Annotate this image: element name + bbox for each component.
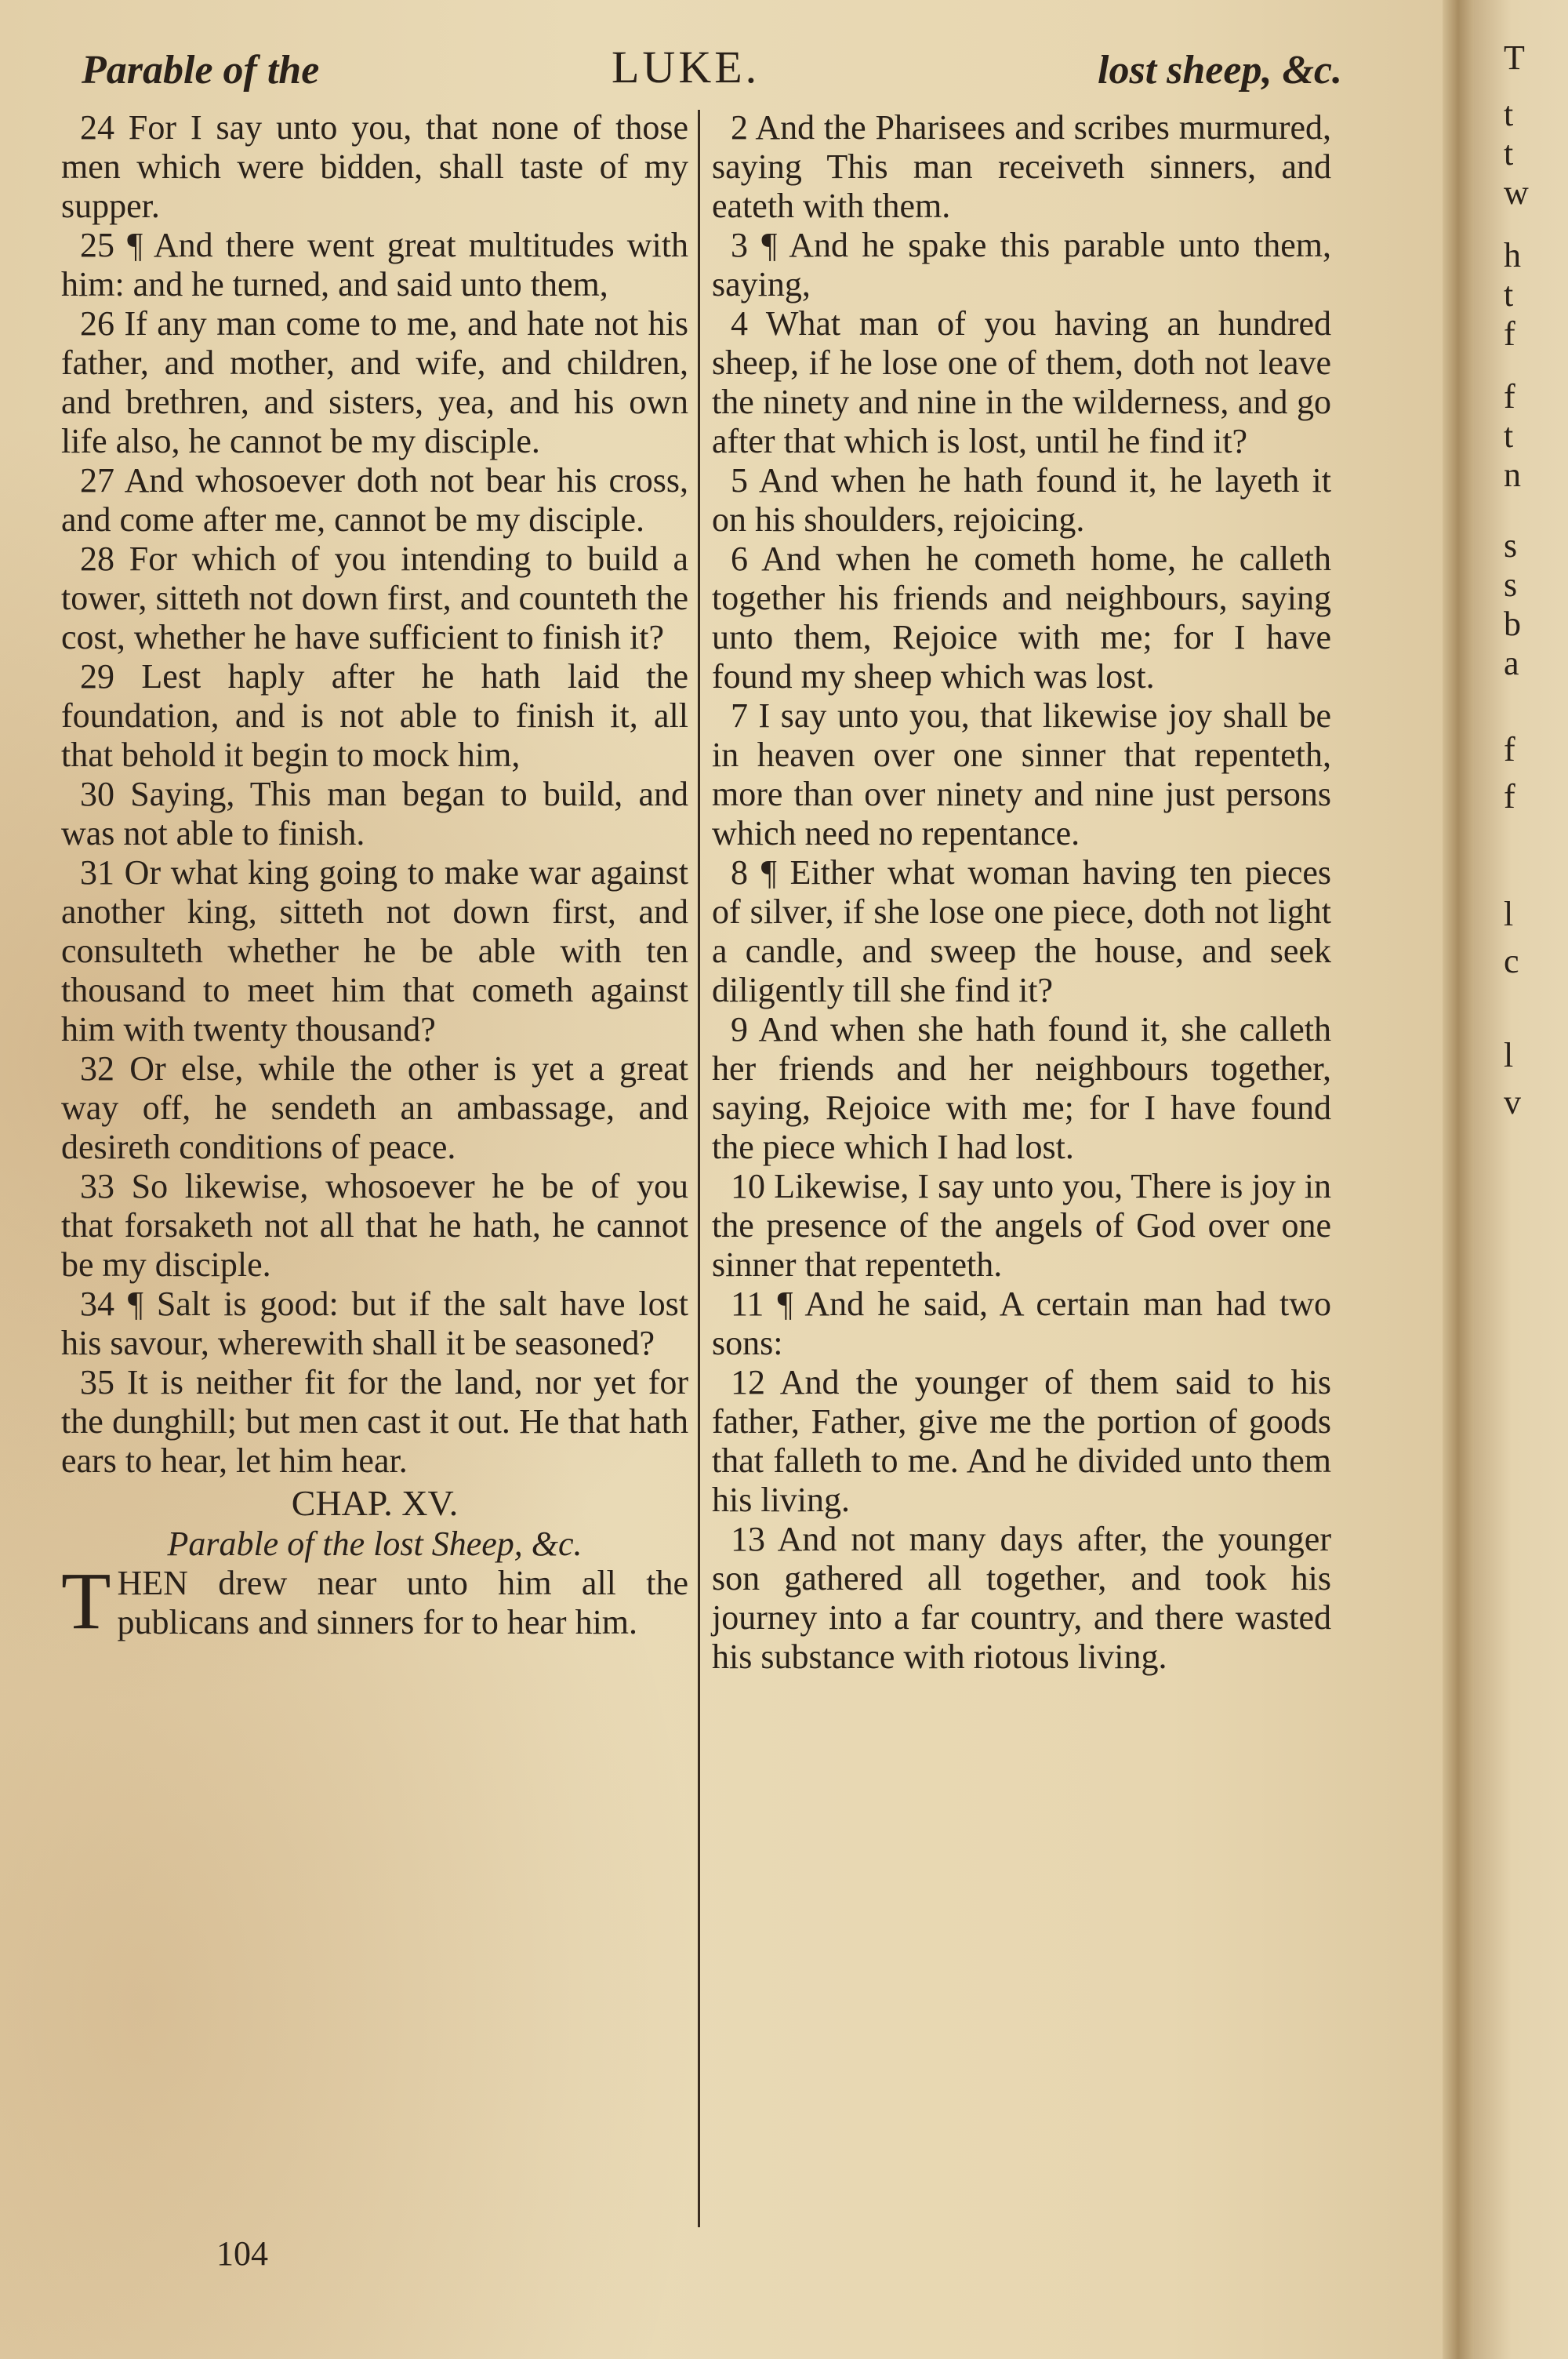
chapter-opening-verse — [61, 1556, 688, 1646]
verse: 8 ¶ Either what woman having ten pieces of silver, if she lose one piece, doth not light a candle, and sweep the house, and seek diligently till she find it? — [712, 853, 1331, 1009]
verse: 29 Lest haply after he hath laid the foundation, and is not able to finish it, all that behold it begin to mock him, — [61, 657, 688, 774]
next-page-fragment: t — [1504, 134, 1514, 173]
verse: 12 And the younger of them said to his father, Father, give me the portion of goods that falleth to me. And he divided unto them his living. — [712, 1363, 1331, 1519]
next-page-fragment: l — [1504, 1036, 1514, 1074]
next-page-fragment: a — [1504, 644, 1519, 682]
next-page-fragment: f — [1504, 730, 1515, 769]
next-page-fragment: T — [1504, 38, 1525, 77]
next-page-fragment: c — [1504, 942, 1519, 980]
verse: 11 ¶ And he said, A certain man had two sons: — [712, 1285, 1331, 1362]
verse: 24 For I say unto you, that none of those men which were bidden, shall taste of my supper. — [61, 108, 688, 225]
next-page-edge — [1474, 0, 1568, 2359]
verse: 4 What man of you having an hundred sheep, if he lose one of them, doth not leave the ninety and nine in the wilderness, and go after that which is lost, until he find it? — [712, 304, 1331, 460]
verse: 10 Likewise, I say unto you, There is joy in the presence of the angels of God over one sinner that repenteth. — [712, 1167, 1331, 1284]
left-column — [61, 108, 688, 1646]
verse: 28 For which of you intending to build a tower, sitteth not down first, and counteth the cost, whether he have sufficient to finish it? — [61, 540, 688, 656]
next-page-fragment: w — [1504, 173, 1529, 212]
column-divider — [698, 110, 700, 2227]
chapter-summary: Parable of the lost Sheep, &c. — [167, 1525, 583, 1563]
verse: 33 So likewise, whosoever he be of you that forsaketh not all that he hath, he cannot be my disciple. — [61, 1167, 688, 1284]
next-page-fragment: v — [1504, 1083, 1521, 1121]
verse: 6 And when he cometh home, he calleth together his friends and neighbours, saying unto them, Rejoice with me; for I have found my sheep which was lost. — [712, 540, 1331, 696]
next-page-fragment: s — [1504, 565, 1518, 604]
verse: 13 And not many days after, the younger son gathered all together, and took his journey into a far country, and there wasted his substance with riotous living. — [712, 1520, 1331, 1676]
chapter-heading: CHAP. XV. — [291, 1483, 459, 1523]
book-gutter — [1443, 0, 1474, 2359]
verse: 35 It is neither fit for the land, nor yet for the dunghill; but men cast it out. He that hath ears to hear, let him hear. — [61, 1363, 688, 1480]
opening-text: HEN drew near unto him all the publicans and sinners for to hear him. — [117, 1564, 688, 1641]
verse: 32 Or else, while the other is yet a great way off, he sendeth an ambassage, and desireth conditions of peace. — [61, 1049, 688, 1166]
verse: 25 ¶ And there went great multitudes with him: and he turned, and said unto them, — [61, 226, 688, 304]
next-page-fragment: t — [1504, 275, 1514, 314]
verse: 2 And the Pharisees and scribes murmured, saying This man receiveth sinners, and eateth with them. — [712, 108, 1331, 225]
verse: 7 I say unto you, that likewise joy shall be in heaven over one sinner that repenteth, more than over ninety and nine just persons which need no repentance. — [712, 696, 1331, 852]
header-book-title: LUKE. — [612, 42, 760, 93]
verse: 26 If any man come to me, and hate not his father, and mother, and wife, and children, and brethren, and sisters, yea, and his own life also, he cannot be my disciple. — [61, 304, 688, 460]
running-header — [78, 36, 1342, 99]
verse: 3 ¶ And he spake this parable unto them, saying, — [712, 226, 1331, 304]
next-page-fragment: t — [1504, 416, 1514, 455]
page-number: 104 — [216, 2234, 268, 2273]
header-left: Parable of the — [82, 48, 320, 93]
next-page-fragment: b — [1504, 605, 1521, 643]
next-page-fragment: n — [1504, 456, 1521, 494]
verse: 30 Saying, This man began to build, and was not able to finish. — [61, 775, 688, 852]
verse: 5 And when he hath found it, he layeth it on his shoulders, rejoicing. — [712, 461, 1331, 539]
next-page-fragment: f — [1504, 377, 1515, 416]
drop-cap: T — [61, 1556, 111, 1646]
next-page-fragment: h — [1504, 236, 1521, 274]
next-page-fragment: t — [1504, 95, 1514, 133]
next-page-fragment: f — [1504, 777, 1515, 816]
verse: 34 ¶ Salt is good: but if the salt have lost his savour, wherewith shall it be seasoned? — [61, 1285, 688, 1362]
next-page-fragment: l — [1504, 895, 1514, 933]
verse: 9 And when she hath found it, she calleth her friends and her neighbours together, saying, Rejoice with me; for I have found the piece which I had lost. — [712, 1010, 1331, 1166]
next-page-fragment: s — [1504, 526, 1518, 565]
right-column — [712, 108, 1331, 1677]
header-right: lost sheep, &c. — [1098, 48, 1342, 93]
verse: 27 And whosoever doth not bear his cross, and come after me, cannot be my disciple. — [61, 461, 688, 539]
verse: 31 Or what king going to make war against another king, sitteth not down first, and consulteth whether he be able with ten thousand to meet him that cometh against him with twenty thousand? — [61, 853, 688, 1049]
next-page-fragment: f — [1504, 314, 1515, 353]
